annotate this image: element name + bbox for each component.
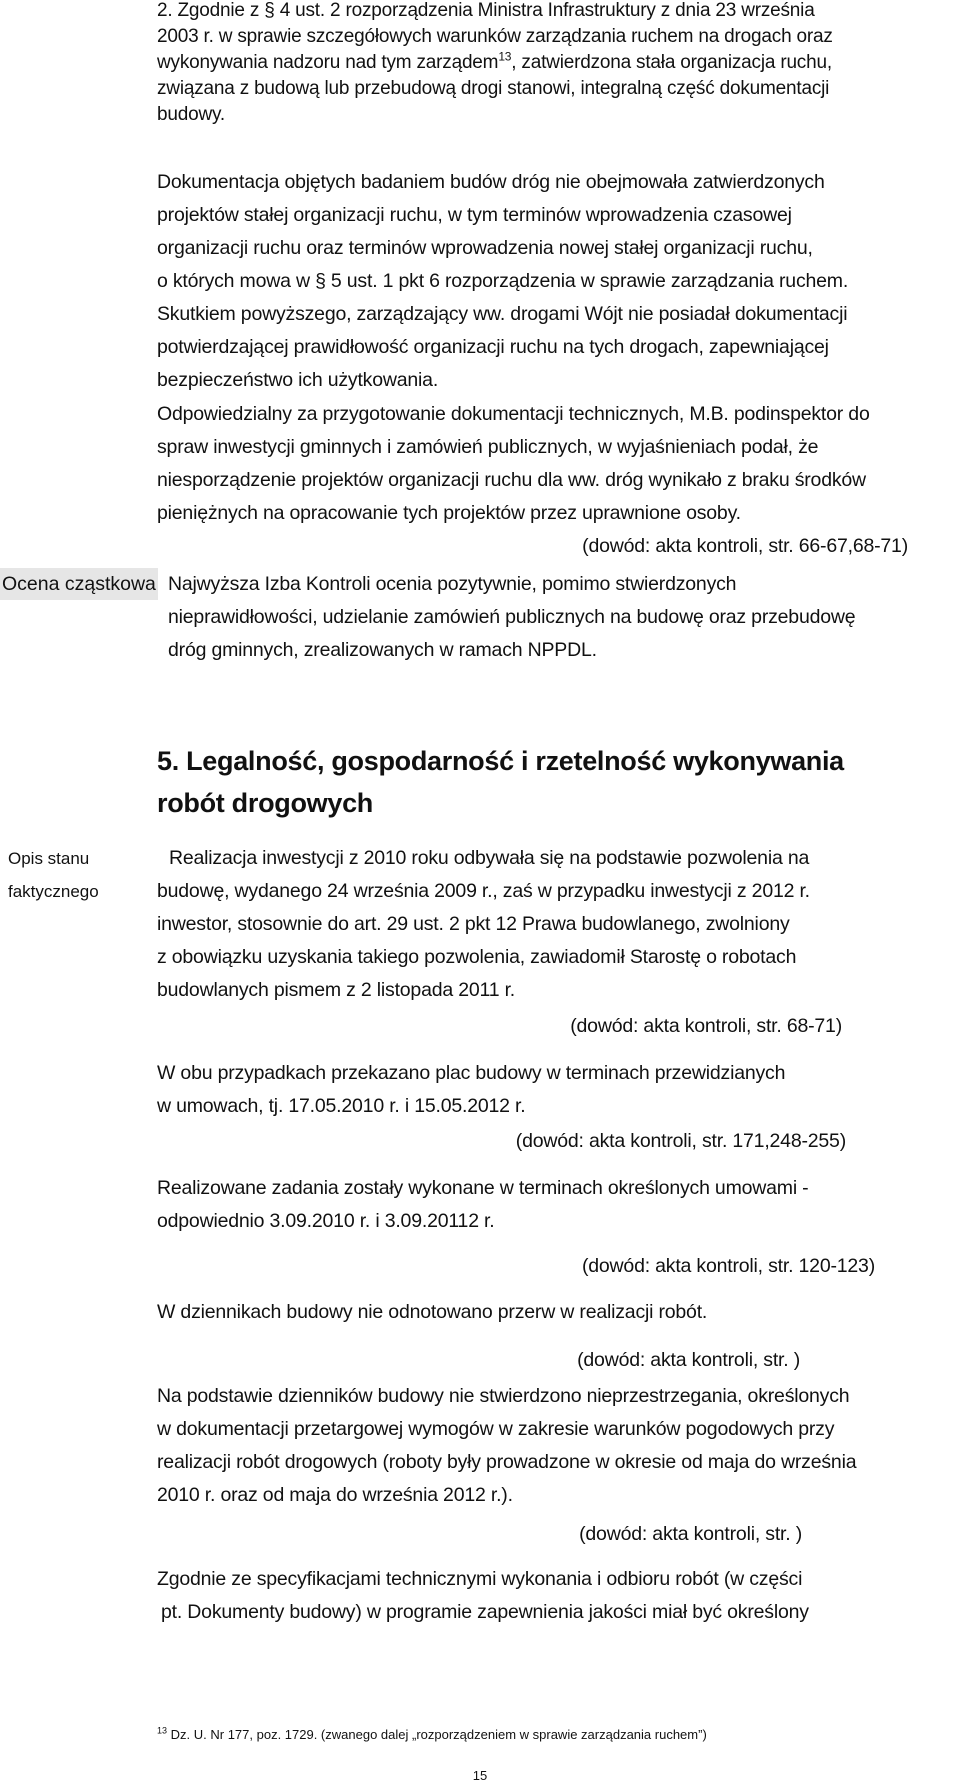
text-line: W obu przypadkach przekazano plac budowy w terminach przewidzianych	[157, 1062, 786, 1084]
footnote	[157, 1727, 707, 1742]
text-fragment: wykonywania nadzoru nad tym zarządem	[157, 52, 499, 73]
text-line: organizacji ruchu oraz terminów wprowadzenia nowej stałej organizacji ruchu,	[157, 237, 813, 259]
text-line: niesporządzenie projektów organizacji ruchu dla ww. dróg wynikało z braku środków	[157, 469, 866, 491]
text-line: z obowiązku uzyskania takiego pozwolenia, zawiadomił Starostę o robotach	[157, 946, 797, 968]
text-line: projektów stałej organizacji ruchu, w tym terminów wprowadzenia czasowej	[157, 204, 792, 226]
ocena-text	[168, 568, 948, 667]
text-line: dróg gminnych, zrealizowanych w ramach NPPDL.	[168, 639, 597, 661]
section5-paragraph-6	[157, 1563, 947, 1629]
section5-paragraph-1	[157, 842, 947, 1007]
text-line: Skutkiem powyższego, zarządzający ww. drogami Wójt nie posiadał dokumentacji	[157, 303, 848, 325]
evidence-note: (dowód: akta kontroli, str. )	[577, 1349, 800, 1371]
text-line: Odpowiedzialny za przygotowanie dokumentacji technicznych, M.B. podinspektor do	[157, 403, 870, 425]
text-line: Realizowane zadania zostały wykonane w terminach określonych umowami -	[157, 1177, 809, 1199]
text-line: spraw inwestycji gminnych i zamówień publicznych, w wyjaśnieniach podał, że	[157, 436, 819, 458]
evidence-note: (dowód: akta kontroli, str. 171,248-255)	[515, 1130, 846, 1152]
text-line: Zgodnie ze specyfikacjami technicznymi wykonania i odbioru robót (w części	[157, 1568, 803, 1590]
text-line: inwestor, stosownie do art. 29 ust. 2 pkt 12 Prawa budowlanego, zwolniony	[157, 913, 790, 935]
text-fragment: , zatwierdzona stała organizacja ruchu,	[511, 52, 832, 73]
text-line: Dokumentacja objętych badaniem budów dróg nie obejmowała zatwierdzonych	[157, 171, 825, 193]
text-line: w dokumentacji przetargowej wymogów w zakresie warunków pogodowych przy	[157, 1418, 835, 1440]
heading-line: 5. Legalność, gospodarność i rzetelność wykonywania	[157, 746, 844, 776]
section-heading	[157, 740, 957, 824]
margin-label	[8, 842, 99, 908]
text-line: pieniężnych na opracowanie tych projektów przez uprawnione osoby.	[157, 502, 741, 524]
text-line: pt. Dokumenty budowy) w programie zapewnienia jakości miał być określony	[161, 1601, 809, 1623]
text-line: budowę, wydanego 24 września 2009 r., zaś w przypadku inwestycji z 2012 r.	[157, 880, 810, 902]
text-line: potwierdzającej prawidłowość organizacji ruchu na tych drogach, zapewniającej	[157, 336, 829, 358]
text-line: odpowiednio 3.09.2010 r. i 3.09.20112 r.	[157, 1210, 495, 1232]
heading-line: robót drogowych	[157, 788, 373, 818]
ocena-label: Ocena cząstkowa	[0, 568, 158, 600]
page-number: 15	[472, 1768, 488, 1783]
text-line: w umowach, tj. 17.05.2010 r. i 15.05.2012 r.	[157, 1095, 526, 1117]
evidence-note: (dowód: akta kontroli, str. 68-71)	[570, 1015, 842, 1037]
text-line: 2010 r. oraz od maja do września 2012 r.).	[157, 1484, 513, 1506]
text-line: Realizacja inwestycji z 2010 roku odbywała się na podstawie pozwolenia na	[169, 847, 810, 869]
footnote-ref: 13	[498, 49, 512, 64]
margin-label-line: faktycznego	[8, 882, 99, 901]
evidence-note: (dowód: akta kontroli, str. )	[579, 1523, 802, 1545]
evidence-note: (dowód: akta kontroli, str. 120-123)	[581, 1255, 875, 1277]
text-line: 2. Zgodnie z § 4 ust. 2 rozporządzenia Ministra Infrastruktury z dnia 23 września	[157, 0, 815, 21]
text-line: nieprawidłowości, udzielanie zamówień publicznych na budowę oraz przebudowę	[168, 606, 856, 628]
paragraph-dokumentacja	[157, 166, 947, 397]
text-line: budowy.	[157, 104, 225, 125]
text-line: Na podstawie dzienników budowy nie stwierdzono nieprzestrzegania, określonych	[157, 1385, 850, 1407]
text-line: budowlanych pismem z 2 listopada 2011 r.	[157, 979, 516, 1001]
section5-paragraph-2	[157, 1057, 947, 1123]
text-line: o których mowa w § 5 ust. 1 pkt 6 rozporządzenia w sprawie zarządzania ruchem.	[157, 270, 849, 292]
text-line: 2003 r. w sprawie szczegółowych warunków zarządzania ruchem na drogach oraz	[157, 26, 833, 47]
text-line: W dziennikach budowy nie odnotowano przerw w realizacji robót.	[157, 1301, 708, 1323]
intro-paragraph	[157, 0, 947, 128]
footnote-number: 13	[157, 1725, 168, 1736]
evidence-note: (dowód: akta kontroli, str. 66-67,68-71)	[582, 535, 908, 557]
footnote-text: Dz. U. Nr 177, poz. 1729. (zwanego dalej „rozporządzeniem w sprawie zarządzania ruchem”)	[170, 1727, 707, 1742]
text-line: bezpieczeństwo ich użytkowania.	[157, 369, 439, 391]
section5-paragraph-5	[157, 1380, 947, 1512]
margin-label-line: Opis stanu	[8, 849, 90, 868]
text-line: Najwyższa Izba Kontroli ocenia pozytywnie, pomimo stwierdzonych	[168, 573, 737, 595]
section5-paragraph-3	[157, 1172, 947, 1238]
text-line: realizacji robót drogowych (roboty były prowadzone w okresie od maja do września	[157, 1451, 857, 1473]
paragraph-odpowiedzialny	[157, 398, 947, 530]
text-line	[157, 50, 947, 76]
text-line: związana z budową lub przebudową drogi stanowi, integralną część dokumentacji	[157, 78, 830, 99]
section5-paragraph-4	[157, 1296, 947, 1329]
